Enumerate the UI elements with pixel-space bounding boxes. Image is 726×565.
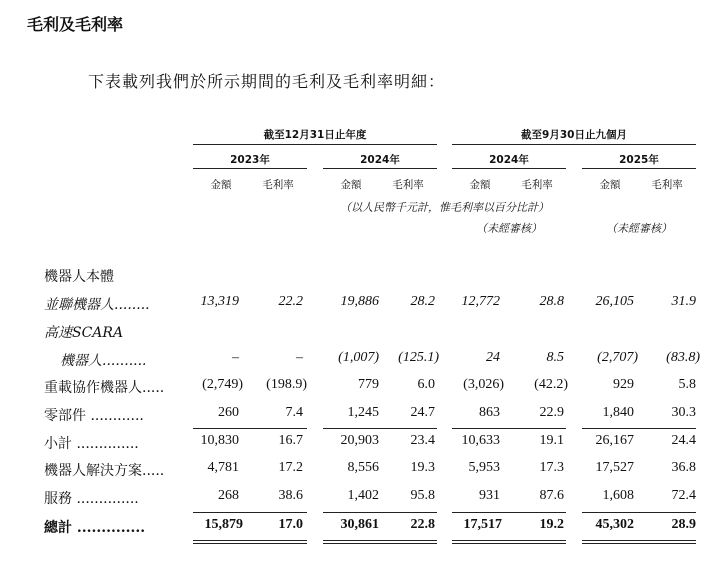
cell-margin: 72.4	[671, 488, 696, 503]
total-label: 總計 ..............	[44, 520, 146, 536]
total-margin: 19.2	[539, 517, 564, 532]
unit-note: （以人民幣千元計，惟毛利率以百分比計）	[340, 201, 549, 214]
double-rule-bottom	[323, 543, 437, 544]
cell-amount: 268	[218, 488, 239, 503]
cell-margin: 19.3	[410, 460, 435, 475]
year-rule	[323, 168, 437, 169]
double-rule-bottom	[582, 543, 696, 544]
total-amount: 45,302	[595, 517, 634, 532]
cell-margin: 31.9	[671, 294, 696, 309]
cell-margin: 17.2	[278, 460, 303, 475]
cell-margin: 36.8	[671, 460, 696, 475]
cell-amount: (2,749)	[202, 377, 243, 392]
period-group-rule-2	[452, 144, 696, 145]
total-rule	[193, 512, 307, 513]
year-header: 2024年	[489, 154, 529, 166]
cell-amount: 20,903	[340, 433, 379, 448]
cell-amount: 12,772	[461, 294, 500, 309]
row-label: 高速SCARA	[44, 325, 124, 341]
cell-amount: (3,026)	[463, 377, 504, 392]
double-rule-bottom	[193, 543, 307, 544]
cell-amount: 5,953	[468, 460, 500, 475]
cell-amount: 1,608	[602, 488, 634, 503]
category-heading: 機器人本體	[44, 269, 114, 285]
cell-amount: (2,707)	[597, 350, 638, 365]
intro-text: 下表載列我們於所示期間的毛利及毛利率明細：	[88, 72, 446, 91]
cell-margin: 17.3	[539, 460, 564, 475]
cell-amount: 13,319	[200, 294, 239, 309]
cell-margin: 22.2	[278, 294, 303, 309]
total-rule	[582, 512, 696, 513]
cell-margin: 28.2	[410, 294, 435, 309]
unaudited-note: （未經審核）	[606, 222, 672, 235]
col-margin-header: 毛利率	[392, 179, 424, 191]
year-header: 2023年	[230, 154, 270, 166]
subtotal-rule	[452, 428, 566, 429]
cell-amount: 10,633	[461, 433, 500, 448]
cell-amount: 931	[479, 488, 500, 503]
total-margin: 22.8	[410, 517, 435, 532]
double-rule-bottom	[452, 543, 566, 544]
subtotal-rule	[323, 428, 437, 429]
cell-margin: 30.3	[671, 405, 696, 420]
cell-margin: 19.1	[539, 433, 564, 448]
total-rule	[452, 512, 566, 513]
period-group-nine-months: 截至9月30日止九個月	[521, 129, 627, 141]
col-amount-header: 金額	[210, 179, 232, 191]
col-margin-header: 毛利率	[521, 179, 553, 191]
row-label: 並聯機器人........	[44, 297, 150, 313]
year-header: 2024年	[360, 154, 400, 166]
cell-amount: 17,527	[595, 460, 634, 475]
double-rule-top	[582, 540, 696, 541]
col-amount-header: 金額	[469, 179, 491, 191]
double-rule-top	[193, 540, 307, 541]
cell-amount: 863	[479, 405, 500, 420]
total-rule	[323, 512, 437, 513]
year-rule	[452, 168, 566, 169]
cell-amount: 26,105	[595, 294, 634, 309]
total-amount: 30,861	[340, 517, 379, 532]
cell-amount: 24	[486, 350, 500, 365]
cell-margin: (198.9)	[266, 377, 307, 392]
cell-margin: (83.8)	[666, 350, 700, 365]
cell-amount: –	[232, 350, 239, 365]
cell-margin: 87.6	[539, 488, 564, 503]
row-label: 零部件 ............	[44, 408, 144, 424]
cell-amount: 4,781	[207, 460, 239, 475]
row-label: 重載協作機器人.....	[44, 380, 165, 396]
year-rule	[193, 168, 307, 169]
row-label: 機器人解決方案.....	[44, 463, 165, 479]
cell-amount: 8,556	[347, 460, 379, 475]
col-amount-header: 金額	[599, 179, 621, 191]
cell-margin: 22.9	[539, 405, 564, 420]
total-amount: 17,517	[463, 517, 502, 532]
cell-margin: 7.4	[285, 405, 303, 420]
col-amount-header: 金額	[340, 179, 362, 191]
cell-margin: 5.8	[678, 377, 696, 392]
cell-margin: 38.6	[278, 488, 303, 503]
col-margin-header: 毛利率	[262, 179, 294, 191]
cell-amount: 1,245	[347, 405, 379, 420]
year-header: 2025年	[619, 154, 659, 166]
double-rule-top	[323, 540, 437, 541]
cell-margin: 16.7	[278, 433, 303, 448]
cell-amount: 19,886	[340, 294, 379, 309]
period-group-rule-1	[193, 144, 437, 145]
unaudited-note: （未經審核）	[476, 222, 542, 235]
cell-amount: 260	[218, 405, 239, 420]
total-margin: 28.9	[671, 517, 696, 532]
row-label: 小計 ..............	[44, 436, 139, 452]
cell-margin: 28.8	[539, 294, 564, 309]
cell-margin: (125.1)	[398, 350, 439, 365]
col-margin-header: 毛利率	[651, 179, 683, 191]
cell-margin: 24.7	[410, 405, 435, 420]
cell-amount: 26,167	[595, 433, 634, 448]
double-rule-top	[452, 540, 566, 541]
section-title: 毛利及毛利率	[27, 15, 124, 34]
cell-margin: 24.4	[671, 433, 696, 448]
year-rule	[582, 168, 696, 169]
cell-margin: 95.8	[410, 488, 435, 503]
total-margin: 17.0	[278, 517, 303, 532]
cell-margin: 23.4	[410, 433, 435, 448]
period-group-year: 截至12月31日止年度	[263, 129, 367, 141]
cell-margin: (42.2)	[534, 377, 568, 392]
total-amount: 15,879	[204, 517, 243, 532]
cell-amount: 1,840	[602, 405, 634, 420]
row-label: 服務 ..............	[44, 491, 139, 507]
cell-margin: 8.5	[546, 350, 564, 365]
row-label: 機器人..........	[60, 353, 147, 369]
cell-amount: 779	[358, 377, 379, 392]
cell-amount: 10,830	[200, 433, 239, 448]
cell-amount: 1,402	[347, 488, 379, 503]
subtotal-rule	[193, 428, 307, 429]
cell-amount: (1,007)	[338, 350, 379, 365]
subtotal-rule	[582, 428, 696, 429]
cell-amount: 929	[613, 377, 634, 392]
cell-margin: 6.0	[417, 377, 435, 392]
cell-margin: –	[296, 350, 303, 365]
